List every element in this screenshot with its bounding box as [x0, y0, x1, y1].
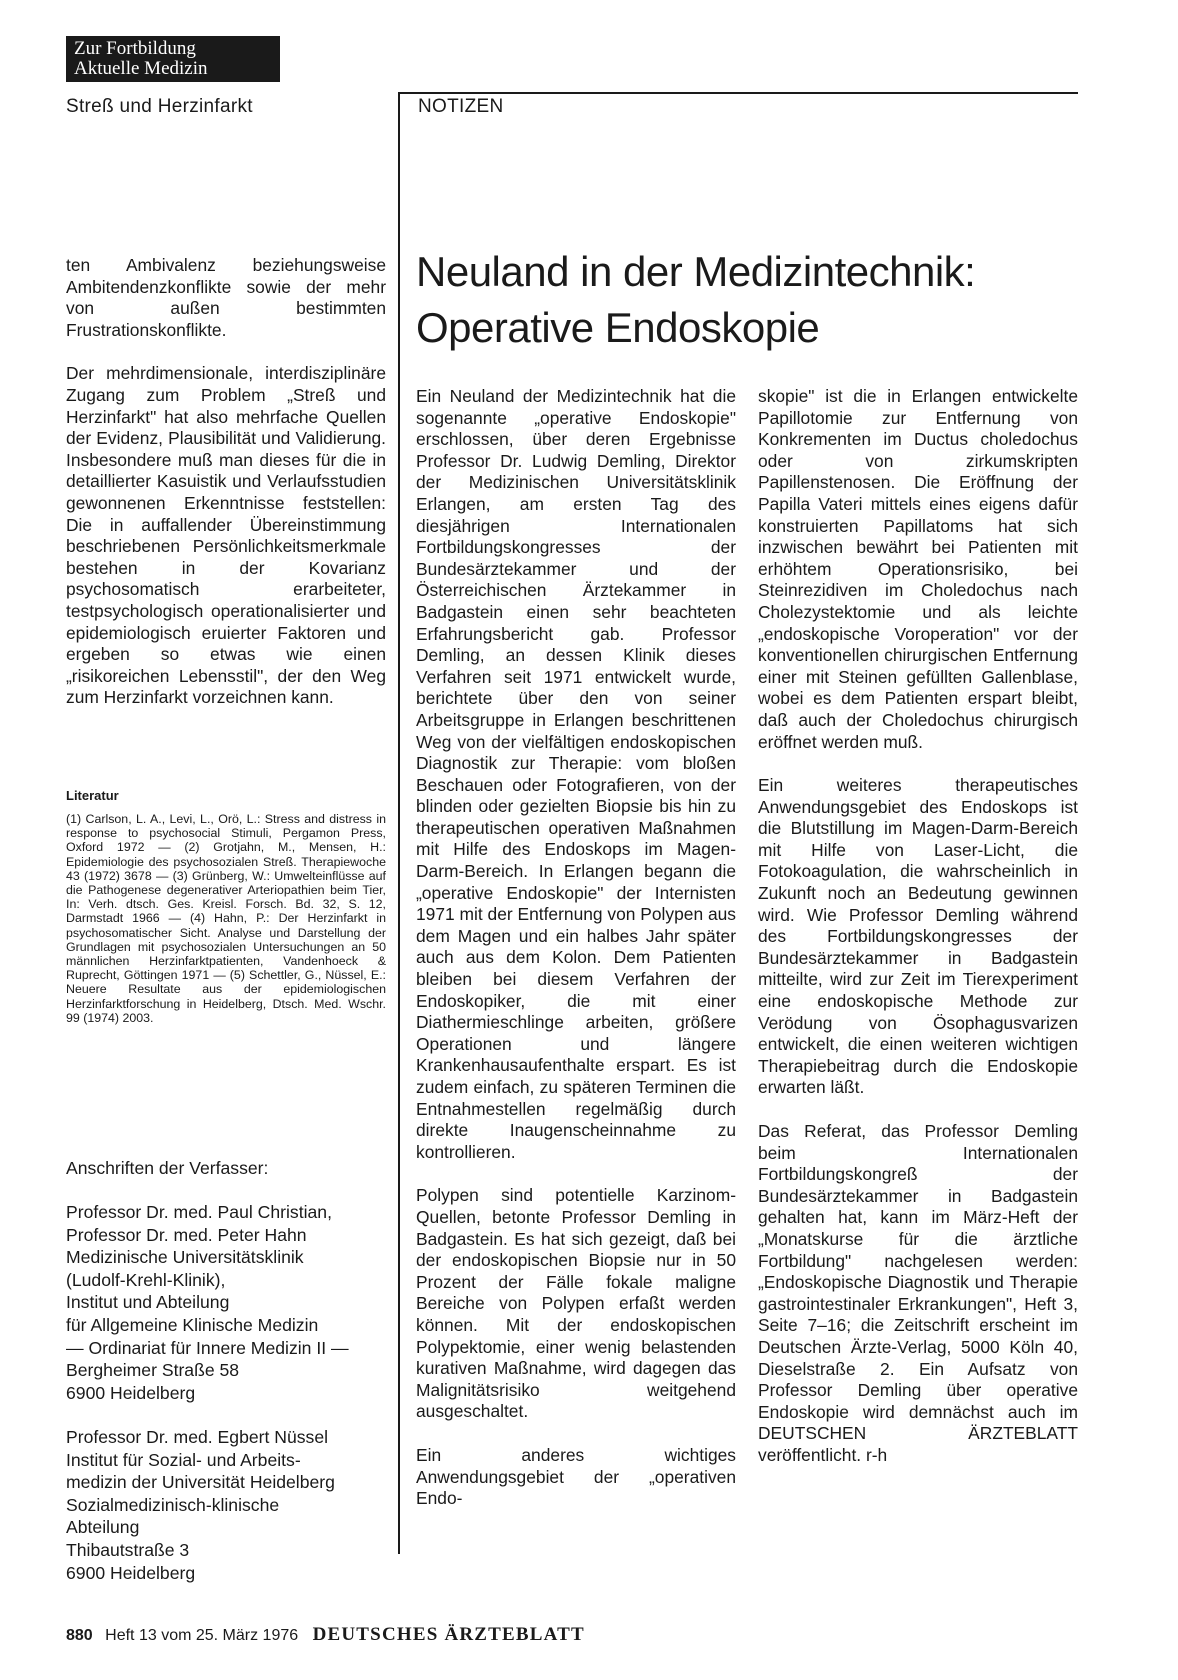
address-line: Thibautstraße 3 — [66, 1539, 190, 1560]
address-line: Bergheimer Straße 58 — [66, 1360, 240, 1381]
author-address-1 — [66, 1201, 396, 1404]
address-line: 6900 Heidelberg — [66, 1382, 196, 1403]
author-address-2 — [66, 1426, 396, 1584]
section-tag-line2: Aktuelle Medizin — [74, 58, 208, 79]
addresses-heading: Anschriften der Verfasser: — [66, 1158, 269, 1178]
running-head-right: NOTIZEN — [418, 96, 504, 117]
middle-column-text — [416, 386, 736, 1510]
right-paragraph-3: Das Referat, das Professor Demling beim Internationalen Fortbildungskongreß der Bundesärztekammer in Badgastein gehalten hat, kann im März-Heft der „Monatskurse für die ärztliche Fortbildung" nachgelesen werden: „Endoskopische Diagnostik und Therapie gastrointestinaler Erkrankungen", Heft 3, Seite 7–16; die Zeitschrift erscheint im Deutschen Ärzte-Verlag, 5000 Köln 40, Dieselstraße 2. Ein Aufsatz von Professor Demling über operative Endoskopie wird demnächst auch im DEUTSCHEN ÄRZTEBLATT veröffentlicht. r-h — [758, 1121, 1078, 1465]
address-line: Abteilung — [66, 1517, 140, 1538]
page-number: 880 — [66, 1627, 93, 1644]
left-paragraph-2: Der mehrdimensionale, interdisziplinäre Zugang zum Problem „Streß und Herzinfarkt" hat also mehrfache Quellen der Evidenz, Plausibilität und Validierung. Insbesondere muß man dieses für die in detaillierter Kasuistik und Verlaufsstudien gewonnenen Erkenntnisse feststellen: Die in auffallender Übereinstimmung beschriebenen Persönlichkeitsmerkmale bestehen in der Kovarianz psychosomatisch erarbeiteter, testpsychologisch operationalisierter und epidemiologisch eruierter Faktoren und ergeben so etwas wie einen „risikoreichen Lebensstil", der den Weg zum Herzinfarkt vorzeichnen kann. — [66, 363, 386, 708]
headline-line2: Operative Endoskopie — [416, 304, 820, 351]
address-line: Professor Dr. med. Peter Hahn — [66, 1224, 307, 1245]
section-tag — [66, 36, 280, 82]
address-line: Professor Dr. med. Paul Christian, — [66, 1202, 332, 1222]
address-line: (Ludolf-Krehl-Klinik), — [66, 1269, 226, 1290]
left-paragraph-1: ten Ambivalenz beziehungsweise Ambitendenzkonflikte sowie der mehr von außen bestimmten Frustrationskonflikte. — [66, 255, 386, 340]
middle-paragraph-2: Polypen sind potentielle Karzinom-Quellen, betonte Professor Demling in Badgastein. Es hat sich gezeigt, daß bei der endoskopischen Biopsie nur in 50 Prozent der Fälle fokale maligne Bereiche von Polypen erfaßt werden können. Mit der endoskopischen Polypektomie, einer wenig belastenden kurativen Maßnahme, wird dagegen das Malignitätsrisiko weitgehend ausgeschaltet. — [416, 1185, 736, 1422]
address-line: medizin der Universität Heidelberg — [66, 1472, 335, 1493]
address-line: für Allgemeine Klinische Medizin — [66, 1314, 319, 1335]
page-footer — [66, 1624, 585, 1646]
address-line: Institut für Sozial- und Arbeits- — [66, 1449, 301, 1470]
middle-paragraph-3: Ein anderes wichtiges Anwendungsgebiet der „operativen Endo- — [416, 1444, 736, 1509]
middle-paragraph-1: Ein Neuland der Medizintechnik hat die sogenannte „operative Endoskopie" erschlossen, über deren Ergebnisse Professor Dr. Ludwig Demling, Direktor der Medizinischen Universitätsklinik Erlangen, am ersten Tag des diesjährigen Internationalen Fortbildungskongresses der Bundesärztekammer und der Österreichischen Ärztekammer in Badgastein einen sehr beachteten Erfahrungsbericht gab. Professor Demling, an dessen Klinik dieses Verfahren seit 1971 entwickelt wurde, berichtete über den von seiner Arbeitsgruppe in Erlangen beschrittenen Weg von der vielfältigen endoskopischen Diagnostik zur Therapie: vom bloßen Beschauen oder Fotografieren, von der blinden oder gezielten Biopsie bis hin zu therapeutischen operativen Maßnahmen mit Hilfe des Endoskops im Magen-Darm-Bereich. In Erlangen begann die „operative Endoskopie" der Internisten 1971 mit der Entfernung von Polypen aus dem Magen und ein halbes Jahr später auch aus dem Kolon. Dem Patienten bleiben bei diesem Verfahren der Endoskopiker, die mit einer Diathermieschlinge arbeiten, größere Operationen und längere Krankenhausaufenthalte erspart. Es ist zudem einfach, zu späteren Terminen die Entnahmestellen regelmäßig durch direkte Inaugenscheinnahme zu kontrollieren. — [416, 386, 737, 1162]
column-divider — [398, 94, 400, 1554]
address-line: — Ordinariat für Innere Medizin II — — [66, 1337, 349, 1358]
address-line: Institut und Abteilung — [66, 1292, 230, 1313]
address-line: 6900 Heidelberg — [66, 1562, 196, 1583]
article-headline — [416, 244, 1076, 356]
left-column-text — [66, 255, 386, 709]
address-line: Medizinische Universitätsklinik — [66, 1247, 304, 1268]
right-column-text — [758, 386, 1078, 1467]
running-head-left: Streß und Herzinfarkt — [66, 96, 253, 117]
section-tag-line1: Zur Fortbildung — [74, 38, 196, 59]
literature-heading: Literatur — [66, 788, 119, 803]
issue-info: Heft 13 vom 25. März 1976 — [105, 1627, 299, 1644]
header-rule — [398, 92, 1078, 94]
headline-line1: Neuland in der Medizintechnik: — [416, 248, 976, 295]
right-paragraph-1: skopie" ist die in Erlangen entwickelte Papillotomie zur Entfernung von Konkrementen im Ductus choledochus oder von zirkumskripten Papillenstenosen. Die Eröffnung der Papilla Vateri mittels eines eigens dafür konstruierten Papillatoms hat sich inzwischen bewährt bei Patienten mit erhöhtem Operationsrisiko, bei Steinrezidiven im Choledochus nach Cholezystektomie und als leichte „endoskopische Voroperation" vor der konventionellen chirurgischen Entfernung einer mit Steinen gefüllten Gallenblase, wobei es dem Patienten erspart bleibt, daß auch der Choledochus chirurgisch eröffnet werden muß. — [758, 386, 1078, 752]
journal-name: DEUTSCHES ÄRZTEBLATT — [312, 1624, 585, 1645]
address-line: Sozialmedizinisch-klinische — [66, 1494, 280, 1515]
address-line: Professor Dr. med. Egbert Nüssel — [66, 1427, 329, 1447]
right-paragraph-2: Ein weiteres therapeutisches Anwendungsgebiet des Endoskops ist die Blutstillung im Magen-Darm-Bereich mit Hilfe von Laser-Licht, die Fotokoagulation, die wahrscheinlich in Zukunft noch an Bedeutung gewinnen wird. Wie Professor Demling während des Fortbildungskongresses der Bundesärztekammer in Badgastein mitteilte, wird zur Zeit im Tierexperiment eine endoskopische Methode zur Verödung von Ösophagusvarizen entwickelt, die einen weiteren wichtigen Therapiebeitrag durch die Endoskopie erwarten läßt. — [758, 775, 1078, 1098]
literature-references: (1) Carlson, L. A., Levi, L., Orö, L.: Stress and distress in response to psychosocial Stimuli, Pergamon Press, Oxford 1972 — (2) Grotjahn, M., Mensen, H.: Epidemiologie des psychosozialen Streß. Therapiewoche 43 (1972) 3678 — (3) Grünberg, W.: Umwelteinflüsse auf die Pathogenese degenerativer Arteriopathien beim Tier, In: Verh. dtsch. Ges. Kreisl. Forsch. Bd. 32, S. 12, Darmstadt 1966 — (4) Hahn, P.: Der Herzinfarkt in psychosomatischer Sicht. Analyse und Darstellung der Grundlagen mit psychosozialen Untersuchungen an 50 männlichen Herzinfarktpatienten, Vandenhoeck & Ruprecht, Göttingen 1971 — (5) Schettler, G., Nüssel, E.: Neuere Resultate aus der epidemiologischen Herzinfarktforschung in Heidelberg, Dtsch. Med. Wschr. 99 (1974) 2003. — [66, 812, 386, 1025]
